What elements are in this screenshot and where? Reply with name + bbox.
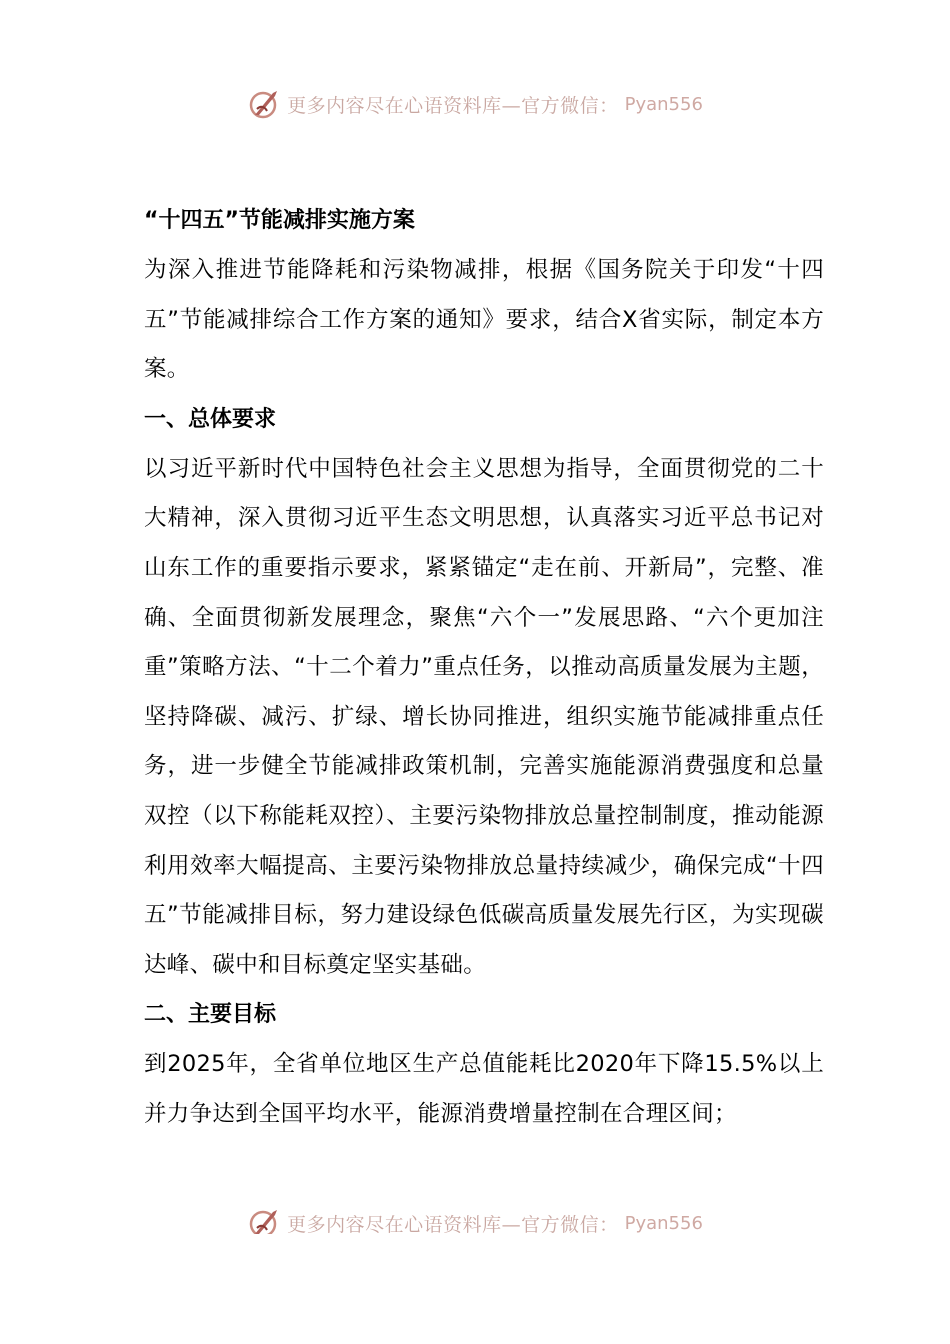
watermark-text: 更多内容尽在心语资料库—官方微信： <box>287 94 619 117</box>
quill-logo-icon <box>247 87 281 121</box>
watermark-header <box>0 84 950 124</box>
watermark-wechat-id: Pyan556 <box>624 1212 703 1234</box>
watermark-text: 更多内容尽在心语资料库—官方微信： <box>287 1213 619 1234</box>
section-heading-main-targets: 二、主要目标 <box>144 1002 277 1028</box>
quill-logo-icon <box>247 1206 281 1234</box>
watermark-wechat-id: Pyan556 <box>624 93 703 115</box>
intro-paragraph: 为深入推进节能降耗和污染物减排，根据《国务院关于印发“十四五”节能减排综合工作方案的通知》要求，结合X省实际，制定本方案。 <box>144 257 824 383</box>
document-body <box>144 196 824 1140</box>
section-heading-overall-requirements: 一、总体要求 <box>144 406 277 432</box>
watermark-footer <box>0 1204 950 1234</box>
section-body-overall-requirements: 以习近平新时代中国特色社会主义思想为指导，全面贯彻党的二十大精神，深入贯彻习近平生态文明思想，认真落实习近平总书记对山东工作的重要指示要求，紧紧锚定“走在前、开新局”，完整、准确、全面贯彻新发展理念，聚焦“六个一”发展思路、“六个更加注重”策略方法、“十二个着力”重点任务，以推动高质量发展为主题，坚持降碳、减污、扩绿、增长协同推进，组织实施节能减排重点任务，进一步健全节能减排政策机制，完善实施能源消费强度和总量双控（以下称能耗双控）、主要污染物排放总量控制制度，推动能源利用效率大幅提高、主要污染物排放总量持续减少，确保完成“十四五”节能减排目标，努力建设绿色低碳高质量发展先行区，为实现碳达峰、碳中和目标奠定坚实基础。 <box>144 455 824 978</box>
document-title: “十四五”节能减排实施方案 <box>144 208 415 233</box>
section-body-main-targets: 到2025年，全省单位地区生产总值能耗比2020年下降15.5%以上并力争达到全国平均水平，能源消费增量控制在合理区间； <box>144 1051 824 1127</box>
